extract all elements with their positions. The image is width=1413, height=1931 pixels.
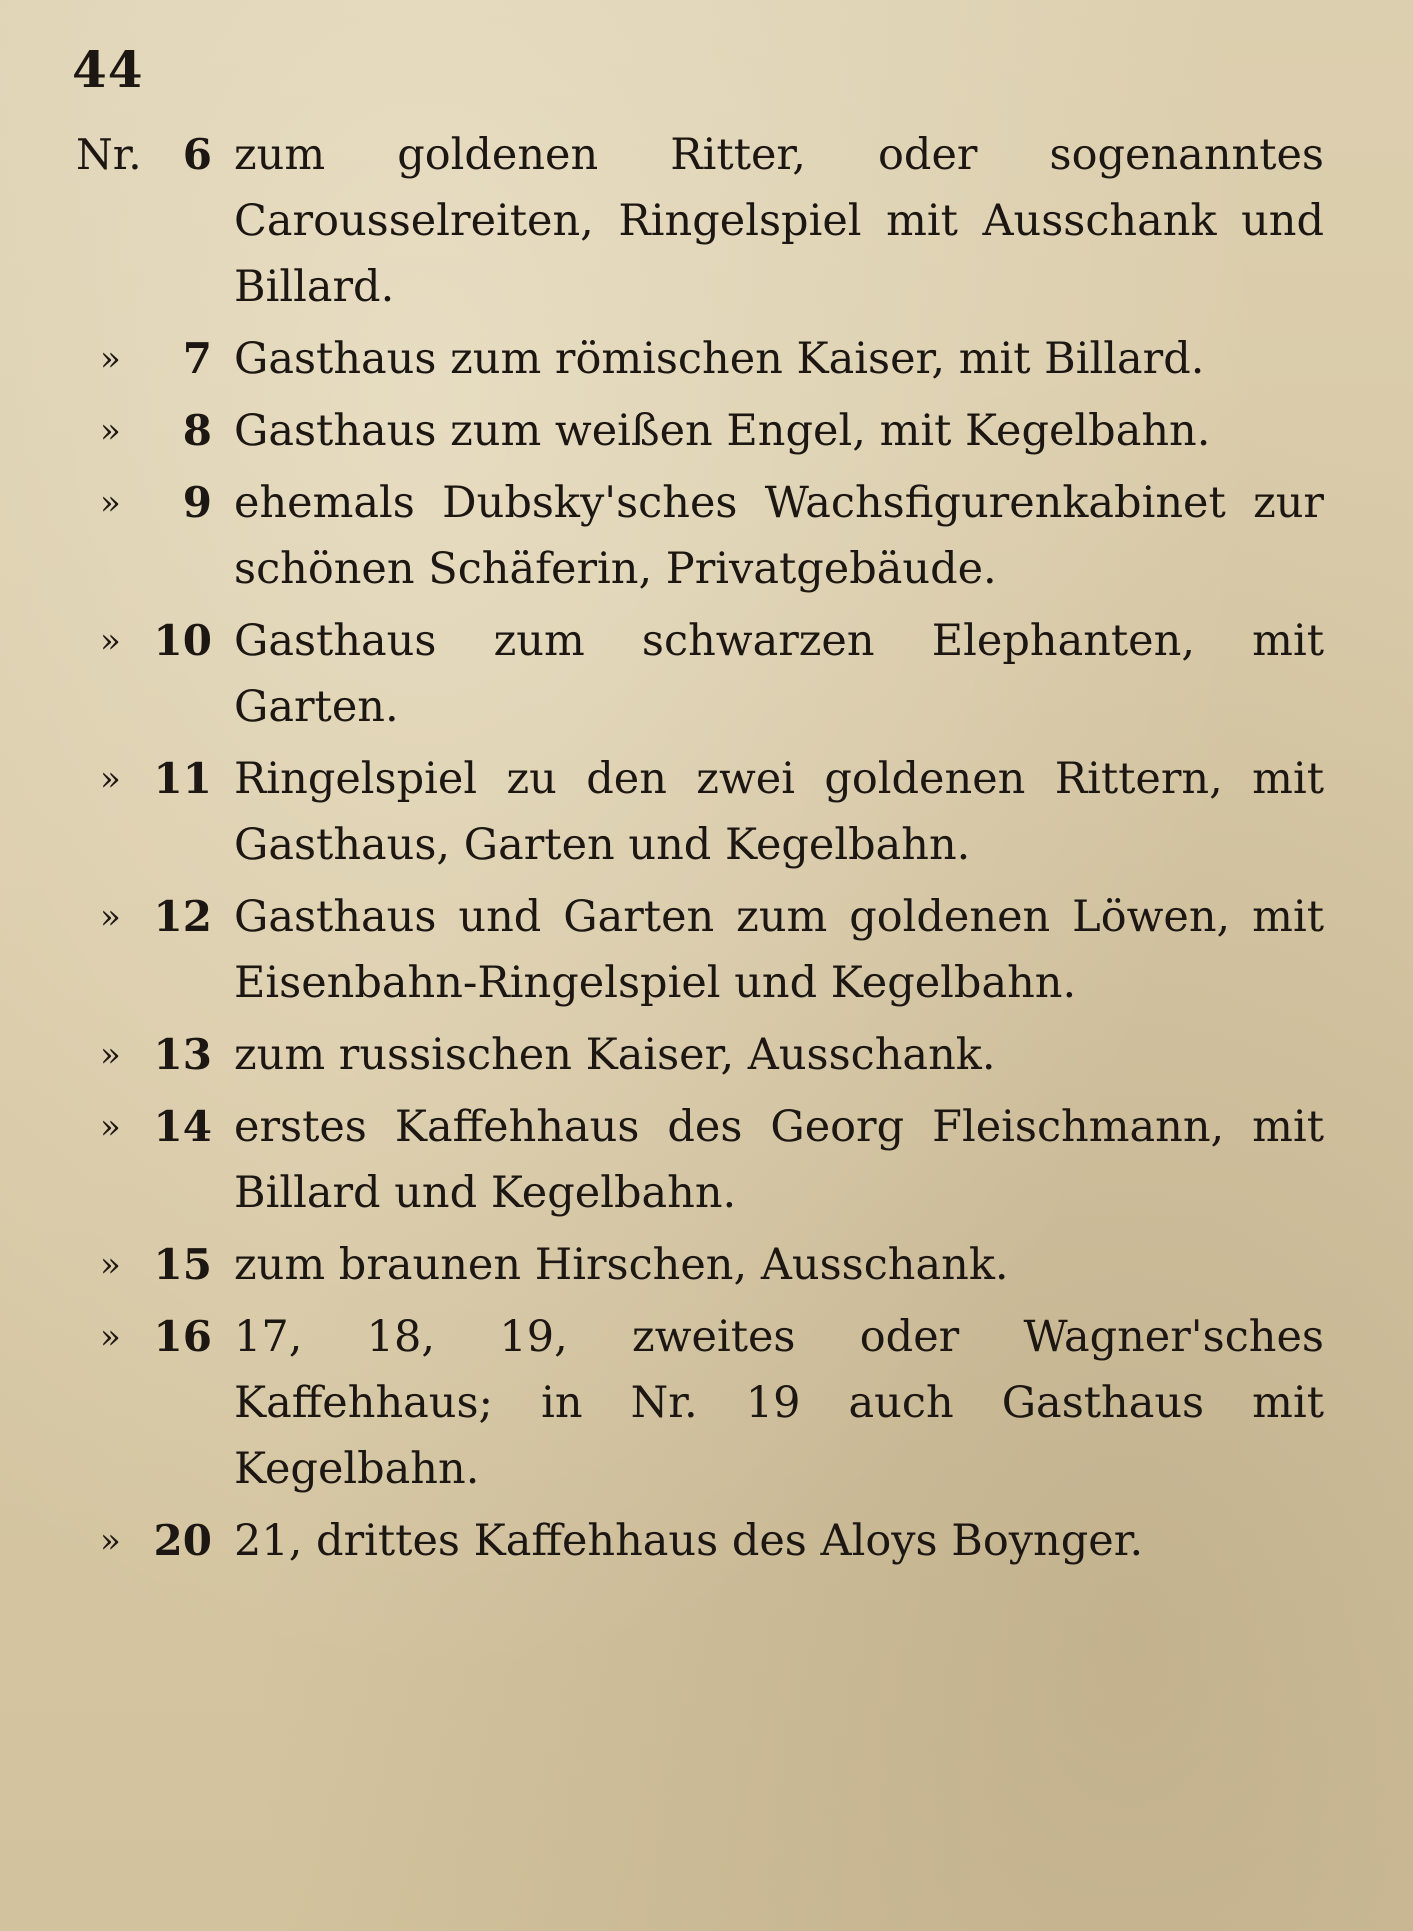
- entry-prefix: »: [100, 1245, 121, 1285]
- list-item: [0, 122, 1413, 320]
- entry-text: Gasthaus zum römischen Kaiser, mit Billard.: [234, 334, 1205, 384]
- entry-number: 10: [153, 616, 212, 665]
- entry-text: zum braunen Hirschen, Ausschank.: [234, 1240, 1009, 1290]
- entry-number: 11: [153, 754, 212, 803]
- entry-number: 9: [182, 478, 212, 527]
- entry-text: ehemals Dubsky'sches Wachsfigurenkabinet zur schönen Schäferin, Privatgebäude.: [234, 478, 1324, 594]
- entry-text: Gasthaus und Garten zum goldenen Löwen, mit Eisenbahn-Ringelspiel und Kegelbahn.: [234, 892, 1324, 1008]
- list-item: [0, 1508, 1413, 1574]
- list-item: [0, 326, 1413, 392]
- entry-number: 16: [153, 1312, 212, 1361]
- entry-prefix: »: [100, 1107, 121, 1147]
- list-item: [0, 1094, 1413, 1226]
- entry-number: 6: [182, 130, 212, 179]
- list-item: [0, 398, 1413, 464]
- entry-number: 15: [153, 1240, 212, 1289]
- entry-number: 20: [153, 1516, 212, 1565]
- entry-prefix: »: [100, 621, 121, 661]
- entry-number: 13: [153, 1030, 212, 1079]
- entry-text: 21, drittes Kaffehhaus des Aloys Boynger.: [234, 1516, 1144, 1566]
- list-item: [0, 884, 1413, 1016]
- entry-prefix: »: [100, 897, 121, 937]
- entry-prefix: »: [100, 483, 121, 523]
- page-number: 44: [72, 40, 144, 99]
- list-item: [0, 1232, 1413, 1298]
- entry-prefix: »: [100, 1317, 121, 1357]
- entry-prefix: »: [100, 339, 121, 379]
- list-item: [0, 1304, 1413, 1502]
- entry-number: 7: [182, 334, 212, 383]
- entry-text: zum goldenen Ritter, oder sogenanntes Carousselreiten, Ringelspiel mit Ausschank und Billard.: [234, 130, 1324, 312]
- entry-text: erstes Kaffehhaus des Georg Fleischmann, mit Billard und Kegelbahn.: [234, 1102, 1324, 1218]
- entry-text: zum russischen Kaiser, Ausschank.: [234, 1030, 996, 1080]
- entry-prefix: »: [100, 759, 121, 799]
- entry-text: Gasthaus zum weißen Engel, mit Kegelbahn.: [234, 406, 1211, 456]
- entry-text: 17, 18, 19, zweites oder Wagner'sches Kaffehhaus; in Nr. 19 auch Gasthaus mit Kegelbahn.: [234, 1312, 1324, 1494]
- entry-number: 8: [182, 406, 212, 455]
- entry-text: Ringelspiel zu den zwei goldenen Rittern, mit Gasthaus, Garten und Kegelbahn.: [234, 754, 1324, 870]
- entry-prefix: »: [100, 1521, 121, 1561]
- entry-prefix: »: [100, 411, 121, 451]
- entry-prefix: »: [100, 1035, 121, 1075]
- list-item: [0, 470, 1413, 602]
- list-item: [0, 608, 1413, 740]
- entry-text: Gasthaus zum schwarzen Elephanten, mit Garten.: [234, 616, 1324, 732]
- list-item: [0, 1022, 1413, 1088]
- entry-number: 14: [153, 1102, 212, 1151]
- entry-number: 12: [153, 892, 212, 941]
- entry-list: [0, 122, 1413, 1580]
- list-item: [0, 746, 1413, 878]
- entry-prefix: Nr.: [76, 130, 142, 179]
